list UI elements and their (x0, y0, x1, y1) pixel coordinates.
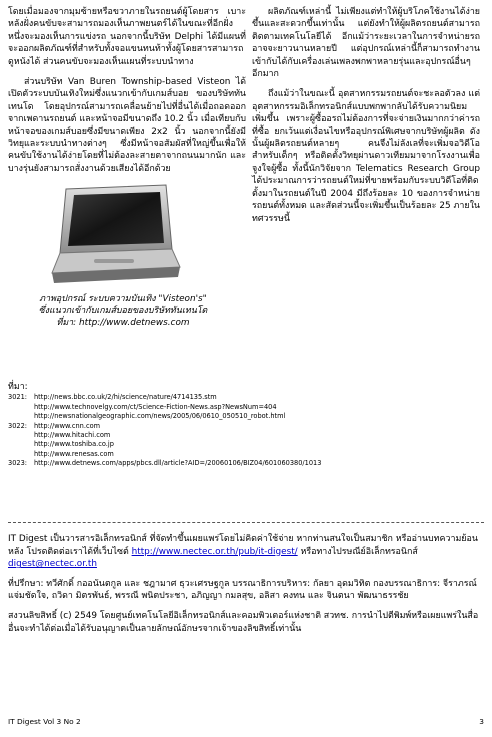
article-paragraph: โดยเมื่อมองจากมุมซ้ายหรือขวาภายในรถยนต์ผู้โดยสาร เบาะหลังฝั่งคนขับจะสามารถมองเห็นภาพยนตร์ได้ในขณะที่อีกฝั่งหนึ่งจะมองเห็นการแข่งรถ นอกจากนี้บริษัท Delphi ได้มีแผนที่จะออกผลิตภัณฑ์ที่สำหรับทั้งจอแขนทนท้าทั้งผู้โดยสารสามารถดูหนังได้ ส่วนคนขับจะมองเห็นแผนที่ระบบนำทาง (8, 7, 246, 67)
photo-caption (8, 293, 238, 329)
source-group (8, 393, 484, 421)
publication-info (8, 533, 484, 642)
right-column (252, 6, 480, 233)
copyright-notice: สงวนลิขสิทธิ์ (c) 2549 โดยศูนย์เทคโนโลยีอิเล็กทรอนิกส์และคอมพิวเตอร์แห่งชาติ สวทช. การนำไปตีพิมพ์หรือเผยแพร่ในสื่ออื่นจะทำได้ต่อเมื่อได้รับอนุญาตเป็นลายลักษณ์อักษรจากเจ้าของลิขสิทธิ์เท่านั้น (8, 610, 479, 634)
page-footer (8, 717, 484, 726)
subscription-text: IT Digest เป็นวารสารอิเล็กทรอนิกส์ ที่จัดทำขึ้นเผยแพร่โดยไม่คิดค่าใช้จ่าย หากท่านสนใจเป็นสมาชิก หรืออ่านบทความย้อนหลัง โปรดติดต่อเราได้ที่เว็บไซต์ (8, 534, 478, 557)
source-link[interactable]: http://newsnationalgeographic.com/news/2005/06/0610_050510_robot.html (34, 412, 286, 421)
source-link[interactable]: http://www.hitachi.com (34, 431, 111, 440)
email-link[interactable]: digest@nectec.or.th (8, 559, 97, 570)
caption-source: ที่มา: http://www.detnews.com (56, 318, 190, 329)
source-link[interactable]: http://www.toshiba.co.jp (34, 440, 114, 449)
product-photo (44, 183, 184, 289)
page-number: 3 (479, 717, 484, 726)
portable-dvd-player-image (44, 183, 184, 289)
editorial-board: ที่ปรึกษา: ทวีศักดิ์ กออนันตกูล และ ชฎามาศ ธุวะเศรษฐกูล บรรณาธิการบริหาร: กัลยา อุดมวิทิต กองบรรณาธิการ: จีราภรณ์ แจ่มชัดใจ, ถวิดา มิตรพันธ์, พรรณี พนิตประชา, อภิญญา กมลสุข, อลิสา คงทน และ จินตนา พัฒนาธรรชัย (8, 578, 477, 602)
source-link[interactable]: http://www.technovelgy.com/ct/Science-Fiction-News.asp?NewsNum=404 (34, 402, 277, 411)
subscription-info (8, 533, 484, 571)
source-ref-number: 3022: (8, 421, 28, 430)
source-group (8, 459, 484, 468)
source-link[interactable]: http://www.cnn.com (34, 421, 101, 430)
source-group (8, 422, 484, 460)
section-divider (8, 522, 484, 523)
article-paragraph: ถึงแม้ว่าในขณะนี้ อุตสาหกรรมรถยนต์จะชะลอตัวลง แต่อุตสาหกรรมอิเล็กทรอนิกส์แบบพกพากลับได้รับความนิยมเพิ่มขึ้น เพราะผู้ซื้ออรถไม่ต้องการที่จะจ่ายเงินมากกว่าค่ารถที่ซื้อ ยกเว้นแต่เงื่อนไขหรืออุปกรณ์พิเศษจากบริษัทผู้ผลิต ดังนั้นผู้ผลิตรถยนต์หลายๆ คนจึงไม่ลังเลที่จะเพิ่มจอวิดีโอสำหรับเด็กๆ หรือติดตั้งวิทยุผ่านดาวเทียมมาจากโรงงานเพื่อจูงใจผู้ซื้อ ทั้งนี้นักวิจัยจาก Telematics Research Group ได้ประมาณการว่ารถยนต์ใหม่ที่ขายพร้อมกับระบบวิดีโอที่ติดตั้งมาในรถยนต์ในปี 2004 มีถึงร้อยละ 10 ของการจำหน่ายรถยนต์ทั้งหมด และสัดส่วนนี้จะเพิ่มขึ้นเป็นร้อยละ 25 ภายในทศวรรษนี้ (252, 89, 480, 224)
left-column (8, 6, 246, 329)
caption-line: ภาพอุปกรณ์ ระบบความบันเทิง "Visteon's" (39, 294, 207, 305)
source-ref-number: 3023: (8, 459, 28, 468)
sources-section (8, 383, 484, 469)
article-paragraph: ส่วนบริษัท Van Buren Township-based Visteon ได้เปิดตัวระบบบันเทิงใหม่ซึ่งแนวกเข้ากับเกมส์บอย ของบริษัททันเทนโด โดยอุปกรณ์สามารถเคลื่อนย้ายไปที่อื่นได้เมื่อถอดออกจากเพดานรถยนต์ และหน้าจอมีขนาดถึง 10.2 นิ้ว เมื่อเทียบกับหน้าจอของเกมส์บอยซึ่งมีขนาดเพียง 2x2 นิ้ว นอกจากนี้ยังมีวิทยุและระบบนำทางต่างๆ ซึ่งมีหน้าจอสัมผัสที่ใหญ่ขึ้นเพื่อให้คนขับใช้งานได้ง่ายโดยที่ไม่ต้องละสายตาจากถนนมากนัก และบางรุ่นยังสามารถสั่งงานด้วยเสียงได้อีกด้วย (8, 77, 246, 174)
caption-line: ซึ่งแนวกเข้ากับเกมส์บอยของบริษัททันเทนโด (38, 306, 208, 317)
sources-heading: ที่มา: (8, 382, 28, 392)
source-link[interactable]: http://news.bbc.co.uk/2/hi/science/nature/4714135.stm (34, 393, 217, 402)
publication-label: IT Digest Vol 3 No 2 (8, 717, 81, 726)
article-paragraph: ผลิตภัณฑ์เหล่านี้ ไม่เพียงแต่ทำให้ผู้บริโภคใช้งานได้ง่ายขึ้นและสะดวกขึ้นเท่านั้น แต่ยังทำให้ผู้ผลิตรถยนต์สามารถติดตามเทคโนโลยีได้ อีกแม้ว่าระยะเวลาในการจำหน่ายรถอาจจะยาวนานหลายปี แต่อุปกรณ์เหล่านี้ก็สามารถทำงานเข้ากับได้กับเครื่องเล่นเพลงพกพาหลายรุ่นและอุปกรณ์อื่นๆ อีกมาก (252, 7, 480, 80)
source-link[interactable]: http://www.renesas.com (34, 449, 114, 458)
website-link[interactable]: http://www.nectec.or.th/pub/it-digest/ (131, 546, 298, 557)
subscription-text-after: หรือทางไปรษณีย์อิเล็กทรอนิกส์ (300, 546, 418, 557)
source-ref-number: 3021: (8, 393, 28, 402)
source-link[interactable]: http://www.detnews.com/apps/pbcs.dll/article?AID=/20060106/BIZ04/601060380/1013 (34, 459, 322, 468)
